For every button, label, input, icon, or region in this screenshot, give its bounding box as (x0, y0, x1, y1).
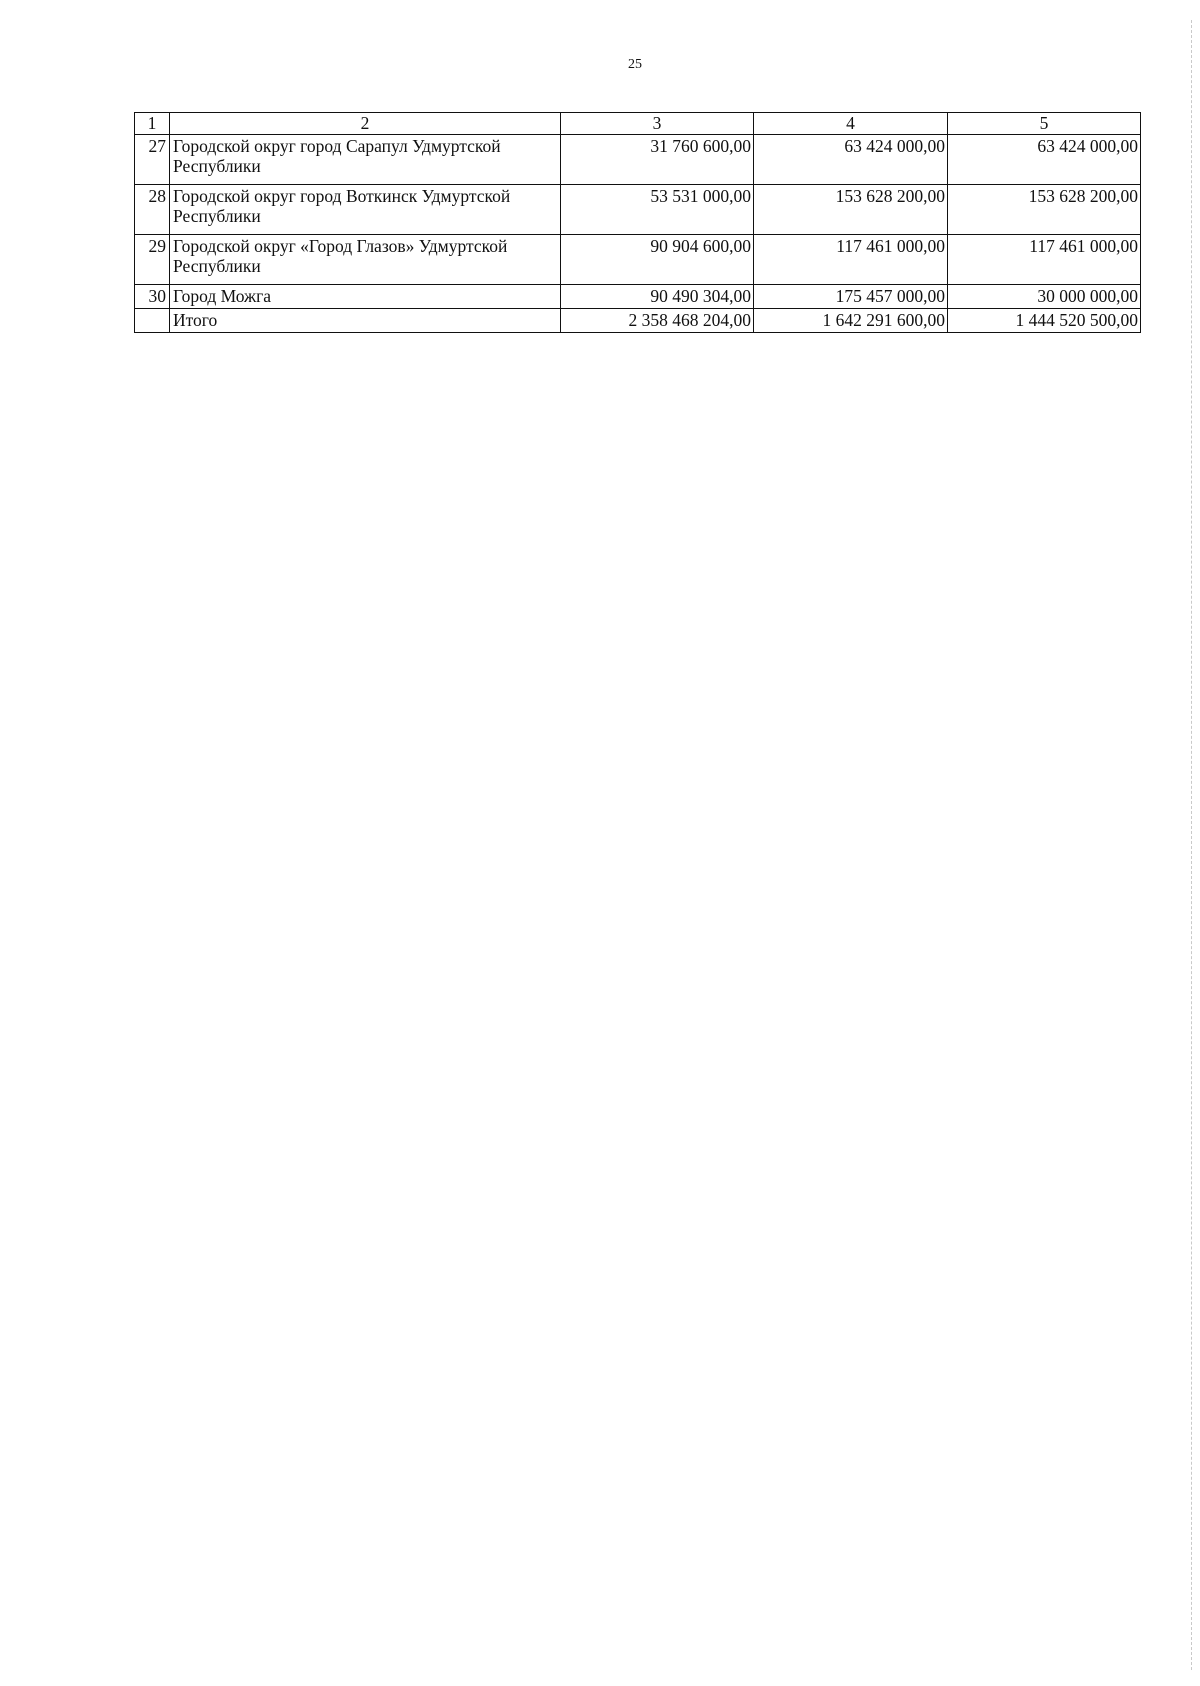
table-row (135, 284, 1141, 308)
total-value-col3: 2 358 468 204,00 (561, 308, 754, 332)
row-number: 28 (135, 184, 170, 234)
row-value-col3: 90 490 304,00 (561, 284, 754, 308)
total-value-col4: 1 642 291 600,00 (754, 308, 948, 332)
row-value-col3: 31 760 600,00 (561, 134, 754, 184)
table-row (135, 234, 1141, 284)
scan-edge-divider (1191, 20, 1192, 1670)
row-value-col4: 153 628 200,00 (754, 184, 948, 234)
total-row-number (135, 308, 170, 332)
page-number: 25 (628, 57, 642, 72)
row-name: Городской округ город Воткинск Удмуртской Республики (170, 184, 561, 234)
data-table (134, 112, 1141, 333)
row-value-col5: 153 628 200,00 (948, 184, 1141, 234)
table-row (135, 134, 1141, 184)
row-name: Городской округ город Сарапул Удмуртской Республики (170, 134, 561, 184)
row-value-col4: 63 424 000,00 (754, 134, 948, 184)
row-value-col5: 30 000 000,00 (948, 284, 1141, 308)
row-value-col3: 53 531 000,00 (561, 184, 754, 234)
table-total-row (135, 308, 1141, 332)
column-header: 2 (170, 113, 561, 135)
row-number: 29 (135, 234, 170, 284)
row-value-col4: 175 457 000,00 (754, 284, 948, 308)
row-name: Городской округ «Город Глазов» Удмуртской Республики (170, 234, 561, 284)
row-number: 30 (135, 284, 170, 308)
row-value-col3: 90 904 600,00 (561, 234, 754, 284)
total-value-col5: 1 444 520 500,00 (948, 308, 1141, 332)
row-name: Город Можга (170, 284, 561, 308)
row-value-col5: 117 461 000,00 (948, 234, 1141, 284)
table-header-row (135, 113, 1141, 135)
table-row (135, 184, 1141, 234)
total-label: Итого (170, 308, 561, 332)
row-value-col5: 63 424 000,00 (948, 134, 1141, 184)
row-value-col4: 117 461 000,00 (754, 234, 948, 284)
column-header: 4 (754, 113, 948, 135)
row-number: 27 (135, 134, 170, 184)
column-header: 5 (948, 113, 1141, 135)
column-header: 1 (135, 113, 170, 135)
column-header: 3 (561, 113, 754, 135)
